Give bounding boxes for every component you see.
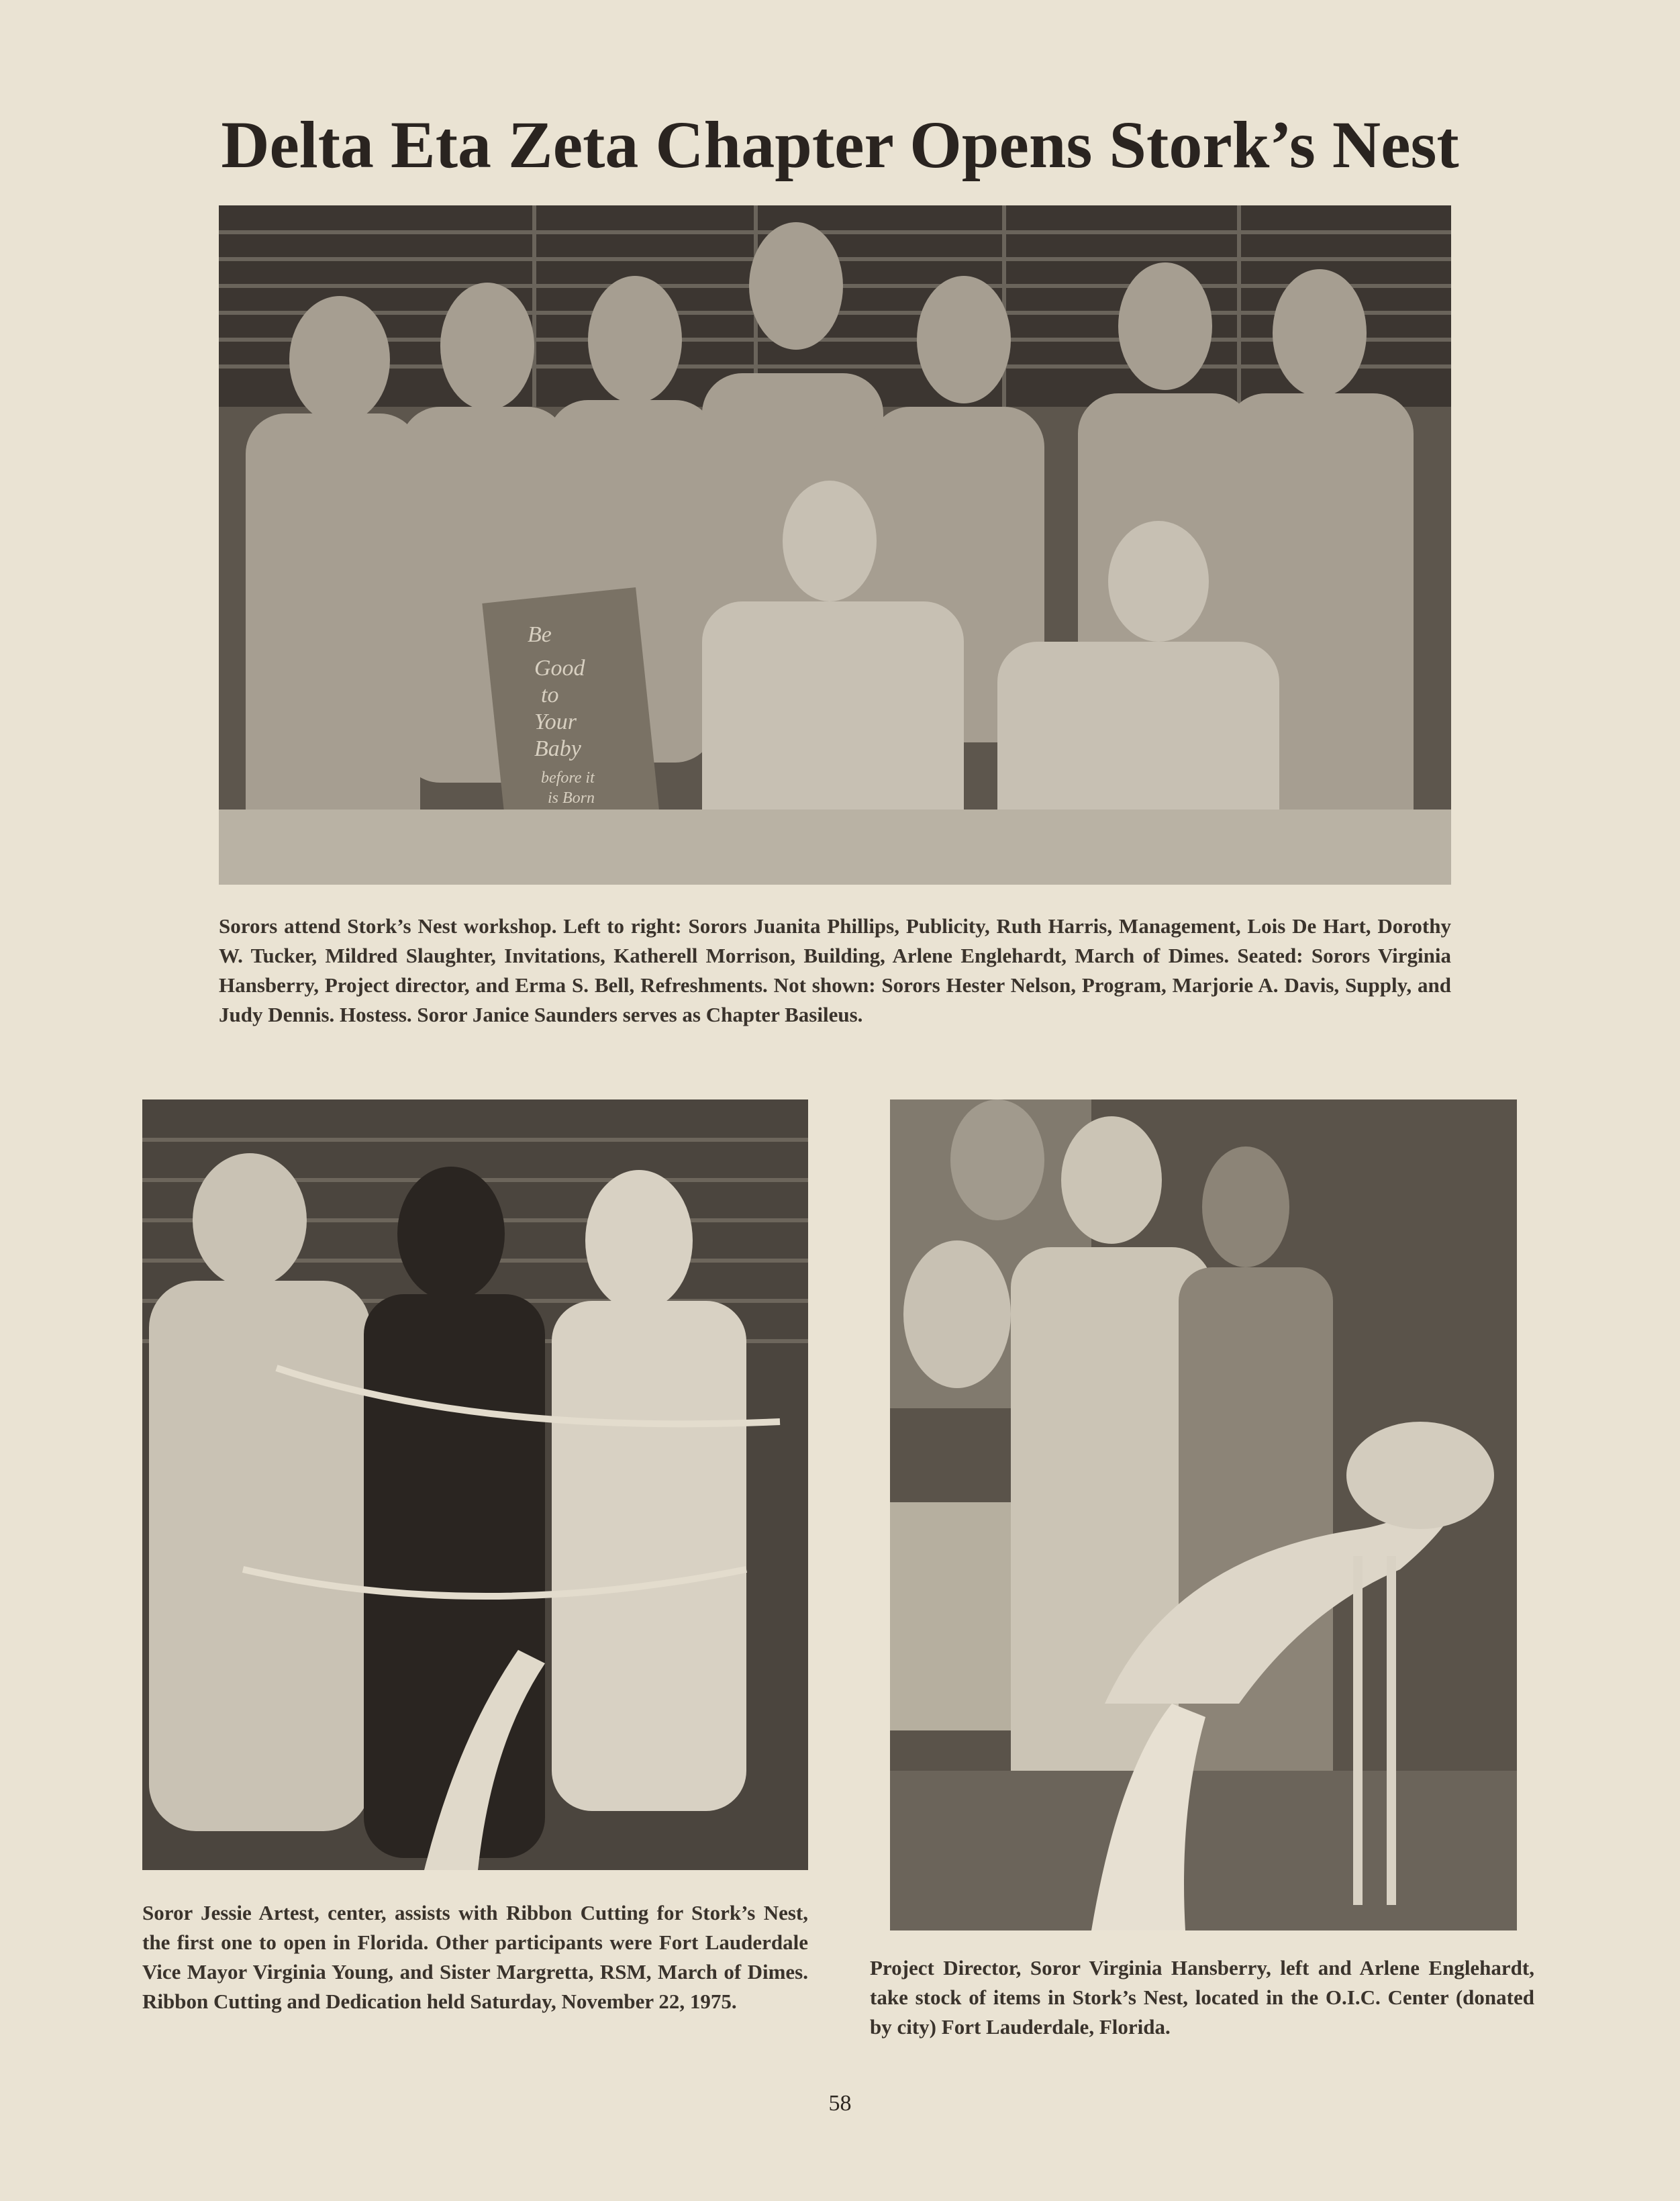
book-cover-text: before it <box>541 769 595 787</box>
book-cover-text: Be <box>528 622 552 647</box>
page-title: Delta Eta Zeta Chapter Opens Stork’s Nest <box>221 107 1459 182</box>
book-cover-text: to <box>541 683 559 707</box>
stork-display-photo <box>890 1099 1517 1930</box>
book-cover-text: is Born <box>548 789 595 807</box>
page-number: 58 <box>828 2091 852 2116</box>
book-cover-text: Baby <box>534 736 581 761</box>
stork-display-caption: Project Director, Soror Virginia Hansberry, left and Arlene Englehardt, take stock of items in Stork’s Nest, located in the O.I.C. Center (donated by city) Fort Lauderdale, Florida. <box>870 1956 1534 2039</box>
book-cover-text: Good <box>534 656 585 681</box>
book-cover-text: Your <box>534 710 577 734</box>
group-photo-caption: Sorors attend Stork’s Nest workshop. Left to right: Sorors Juanita Phillips, Publicity, Ruth Harris, Management, Lois De Hart, Dorothy W. Tucker, Mildred Slaughter, Invitations, Katherell Morrison, Building, Arlene Englehardt, March of Dimes. Seated: Sorors Virginia Hansberry, Project director, and Erma S. Bell, Refreshments. Not shown: Sorors Hester Nelson, Program, Marjorie A. Davis, Supply, and Judy Dennis. Hostess. Soror Janice Saunders serves as Chapter Basileus. <box>219 914 1451 1026</box>
group-photo <box>219 205 1451 885</box>
ribbon-cutting-caption: Soror Jessie Artest, center, assists with Ribbon Cutting for Stork’s Nest, the first one to open in Florida. Other participants were Fort Lauderdale Vice Mayor Virginia Young, and Sister Margretta, RSM, March of Dimes. Ribbon Cutting and Dedication held Saturday, November 22, 1975. <box>142 1901 808 2013</box>
ribbon-cutting-photo <box>142 1099 808 1870</box>
